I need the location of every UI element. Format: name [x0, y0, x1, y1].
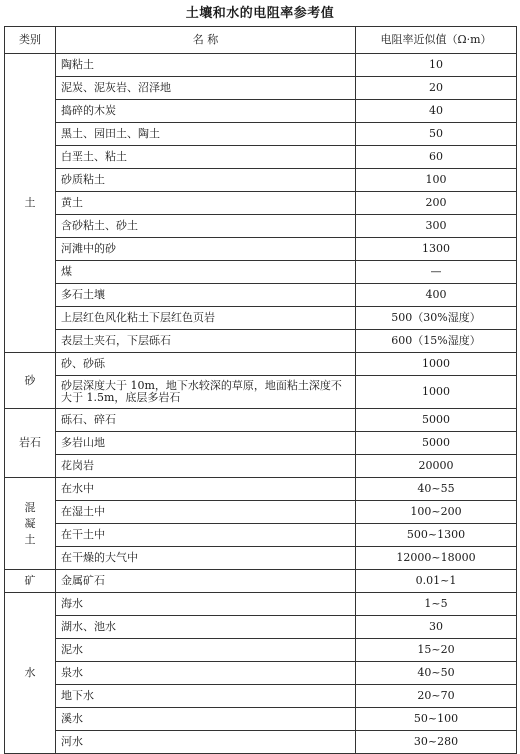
table-row — [5, 409, 517, 432]
material-name: 砾石、碎石 — [56, 409, 356, 432]
resistivity-value: 300 — [356, 215, 517, 238]
resistivity-value: 600（15%湿度） — [356, 330, 517, 353]
material-name: 捣碎的木炭 — [56, 100, 356, 123]
resistivity-value: 1300 — [356, 238, 517, 261]
resistivity-value: — — [356, 261, 517, 284]
material-name: 黑土、园田土、陶土 — [56, 123, 356, 146]
resistivity-value: 0.01~1 — [356, 570, 517, 593]
table-row — [5, 192, 517, 215]
material-name: 在干土中 — [56, 524, 356, 547]
category-sand: 砂 — [5, 353, 56, 409]
table-row — [5, 169, 517, 192]
category-rock: 岩石 — [5, 409, 56, 478]
resistivity-table — [4, 26, 517, 754]
table-row — [5, 524, 517, 547]
category-concrete — [5, 478, 56, 570]
table-row — [5, 501, 517, 524]
material-name: 砂、砂砾 — [56, 353, 356, 376]
table-row — [5, 100, 517, 123]
material-name: 黄土 — [56, 192, 356, 215]
material-name: 湖水、池水 — [56, 616, 356, 639]
table-row — [5, 662, 517, 685]
resistivity-value: 40 — [356, 100, 517, 123]
header-value: 电阻率近似值（Ω·m） — [356, 27, 517, 54]
resistivity-value: 200 — [356, 192, 517, 215]
table-row — [5, 238, 517, 261]
material-name: 上层红色风化粘土下层红色页岩 — [56, 307, 356, 330]
resistivity-value: 100 — [356, 169, 517, 192]
material-name: 在湿土中 — [56, 501, 356, 524]
resistivity-value: 20~70 — [356, 685, 517, 708]
material-name: 多石土壤 — [56, 284, 356, 307]
header-category: 类别 — [5, 27, 56, 54]
table-row — [5, 708, 517, 731]
material-name: 地下水 — [56, 685, 356, 708]
material-name: 泥水 — [56, 639, 356, 662]
table-row — [5, 616, 517, 639]
table-row — [5, 639, 517, 662]
table-row — [5, 353, 517, 376]
material-name: 花岗岩 — [56, 455, 356, 478]
category-water: 水 — [5, 593, 56, 754]
table-row — [5, 593, 517, 616]
table-row — [5, 54, 517, 77]
table-header-row — [5, 27, 517, 54]
resistivity-value: 500（30%湿度） — [356, 307, 517, 330]
resistivity-value: 40~50 — [356, 662, 517, 685]
resistivity-value: 12000~18000 — [356, 547, 517, 570]
table-row — [5, 307, 517, 330]
table-row — [5, 284, 517, 307]
table-row — [5, 432, 517, 455]
resistivity-value: 40~55 — [356, 478, 517, 501]
material-name: 表层土夹石，下层砾石 — [56, 330, 356, 353]
resistivity-value: 20 — [356, 77, 517, 100]
resistivity-value: 10 — [356, 54, 517, 77]
resistivity-value: 15~20 — [356, 639, 517, 662]
material-name: 在干燥的大气中 — [56, 547, 356, 570]
material-name: 泥炭、泥灰岩、沼泽地 — [56, 77, 356, 100]
table-row — [5, 547, 517, 570]
table-row — [5, 146, 517, 169]
resistivity-value: 1000 — [356, 353, 517, 376]
resistivity-value: 30~280 — [356, 731, 517, 754]
material-name: 在水中 — [56, 478, 356, 501]
table-row — [5, 261, 517, 284]
material-name: 砂层深度大于 10m，地下水较深的草原，地面粘土深度不大于 1.5m，底层多岩石 — [56, 376, 356, 409]
material-name: 河水 — [56, 731, 356, 754]
material-name: 金属矿石 — [56, 570, 356, 593]
resistivity-value: 5000 — [356, 409, 517, 432]
table-row — [5, 731, 517, 754]
table-row — [5, 77, 517, 100]
material-name: 煤 — [56, 261, 356, 284]
table-row — [5, 478, 517, 501]
resistivity-value: 50 — [356, 123, 517, 146]
material-name: 砂质粘土 — [56, 169, 356, 192]
resistivity-value: 5000 — [356, 432, 517, 455]
header-name: 名 称 — [56, 27, 356, 54]
resistivity-value: 400 — [356, 284, 517, 307]
material-name: 河滩中的砂 — [56, 238, 356, 261]
resistivity-value: 60 — [356, 146, 517, 169]
table-row — [5, 330, 517, 353]
resistivity-value: 500~1300 — [356, 524, 517, 547]
material-name: 泉水 — [56, 662, 356, 685]
resistivity-value: 50~100 — [356, 708, 517, 731]
page-title: 土壤和水的电阻率参考值 — [185, 6, 335, 21]
material-name: 陶粘土 — [56, 54, 356, 77]
category-ore: 矿 — [5, 570, 56, 593]
table-row — [5, 685, 517, 708]
table-row — [5, 570, 517, 593]
material-name: 白垩土、粘土 — [56, 146, 356, 169]
material-name: 多岩山地 — [56, 432, 356, 455]
table-row — [5, 376, 517, 409]
material-name: 溪水 — [56, 708, 356, 731]
resistivity-value: 100~200 — [356, 501, 517, 524]
category-concrete-label: 混凝土 — [24, 500, 36, 546]
table-row — [5, 123, 517, 146]
resistivity-value: 20000 — [356, 455, 517, 478]
table-row — [5, 455, 517, 478]
material-name: 海水 — [56, 593, 356, 616]
table-row — [5, 215, 517, 238]
resistivity-value: 30 — [356, 616, 517, 639]
material-name: 含砂粘土、砂土 — [56, 215, 356, 238]
resistivity-value: 1000 — [356, 376, 517, 409]
resistivity-value: 1~5 — [356, 593, 517, 616]
category-soil: 土 — [5, 54, 56, 353]
